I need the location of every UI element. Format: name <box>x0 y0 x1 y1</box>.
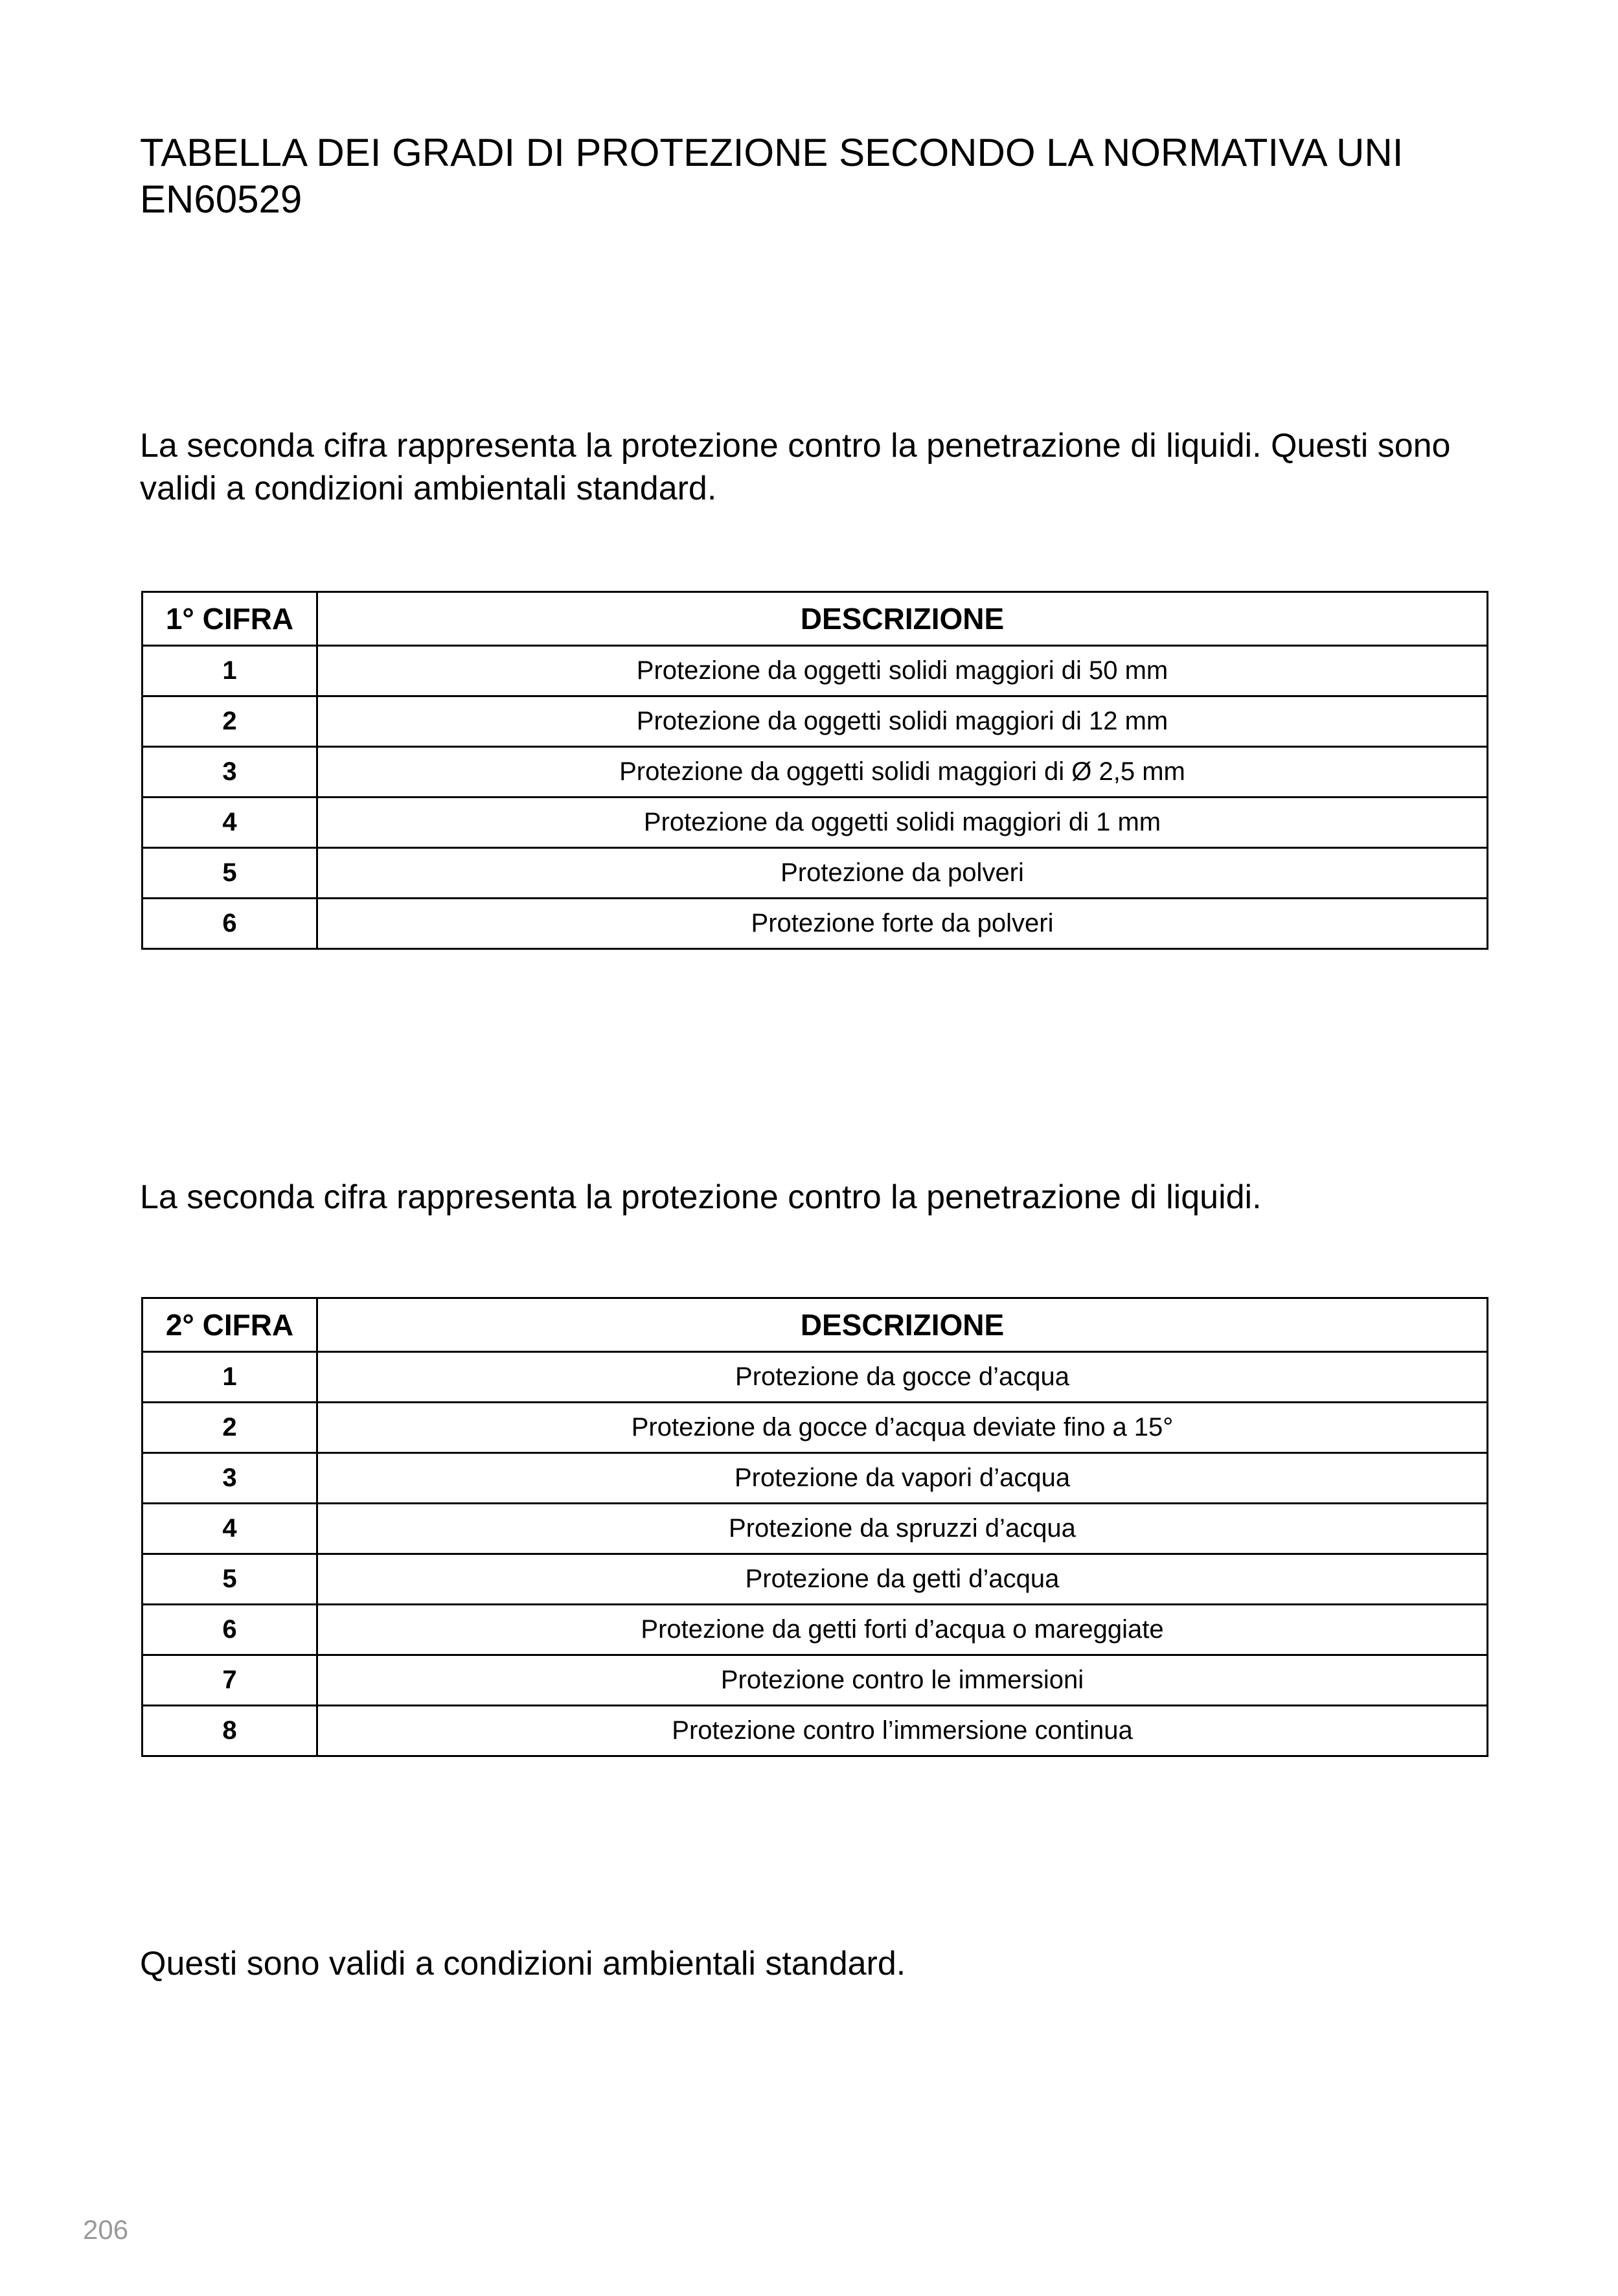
table-row <box>142 646 1488 696</box>
digit-cell: 3 <box>142 1453 317 1504</box>
description-cell: Protezione da vapori d’acqua <box>317 1453 1488 1504</box>
table-row <box>142 1706 1488 1756</box>
digit-cell: 3 <box>142 747 317 798</box>
digit-cell: 4 <box>142 1504 317 1554</box>
table-header-row <box>142 592 1488 646</box>
first-digit-table <box>141 591 1488 950</box>
closing-paragraph: Questi sono validi a condizioni ambientali standard. <box>140 1945 906 1982</box>
description-cell: Protezione contro le immersioni <box>317 1655 1488 1706</box>
column-header-description: DESCRIZIONE <box>317 1298 1488 1352</box>
description-cell: Protezione da spruzzi d’acqua <box>317 1504 1488 1554</box>
digit-cell: 2 <box>142 1403 317 1453</box>
table-row <box>142 1352 1488 1403</box>
description-cell: Protezione contro l’immersione continua <box>317 1706 1488 1756</box>
description-cell: Protezione da oggetti solidi maggiori di 50 mm <box>317 646 1488 696</box>
description-cell: Protezione da polveri <box>317 848 1488 899</box>
digit-cell: 5 <box>142 1554 317 1605</box>
table-row <box>142 747 1488 798</box>
column-header-description: DESCRIZIONE <box>317 592 1488 646</box>
description-cell: Protezione da oggetti solidi maggiori di Ø 2,5 mm <box>317 747 1488 798</box>
page-number: 206 <box>83 2214 129 2245</box>
description-cell: Protezione da oggetti solidi maggiori di 1 mm <box>317 798 1488 848</box>
table-row <box>142 848 1488 899</box>
description-cell: Protezione da oggetti solidi maggiori di 12 mm <box>317 696 1488 747</box>
intro-paragraph: La seconda cifra rappresenta la protezione contro la penetrazione di liquidi. Questi sono validi a condizioni ambientali standard. <box>140 427 1451 507</box>
table-row <box>142 696 1488 747</box>
table-row <box>142 798 1488 848</box>
table-row <box>142 1504 1488 1554</box>
table-row <box>142 1655 1488 1706</box>
digit-cell: 4 <box>142 798 317 848</box>
page-title: TABELLA DEI GRADI DI PROTEZIONE SECONDO LA NORMATIVA UNI EN60529 <box>140 131 1404 221</box>
table-row <box>142 1554 1488 1605</box>
column-header-digit: 2° CIFRA <box>142 1298 317 1352</box>
table-row <box>142 899 1488 949</box>
digit-cell: 6 <box>142 899 317 949</box>
second-digit-table <box>141 1297 1488 1757</box>
description-cell: Protezione da getti d’acqua <box>317 1554 1488 1605</box>
digit-cell: 6 <box>142 1605 317 1655</box>
table-row <box>142 1605 1488 1655</box>
description-cell: Protezione da gocce d’acqua <box>317 1352 1488 1403</box>
digit-cell: 1 <box>142 646 317 696</box>
description-cell: Protezione da gocce d’acqua deviate fino a 15° <box>317 1403 1488 1453</box>
table-row <box>142 1403 1488 1453</box>
description-cell: Protezione da getti forti d’acqua o mareggiate <box>317 1605 1488 1655</box>
column-header-digit: 1° CIFRA <box>142 592 317 646</box>
digit-cell: 5 <box>142 848 317 899</box>
digit-cell: 7 <box>142 1655 317 1706</box>
second-digit-paragraph: La seconda cifra rappresenta la protezione contro la penetrazione di liquidi. <box>140 1178 1262 1216</box>
table-header-row <box>142 1298 1488 1352</box>
table-row <box>142 1453 1488 1504</box>
digit-cell: 1 <box>142 1352 317 1403</box>
description-cell: Protezione forte da polveri <box>317 899 1488 949</box>
digit-cell: 8 <box>142 1706 317 1756</box>
digit-cell: 2 <box>142 696 317 747</box>
